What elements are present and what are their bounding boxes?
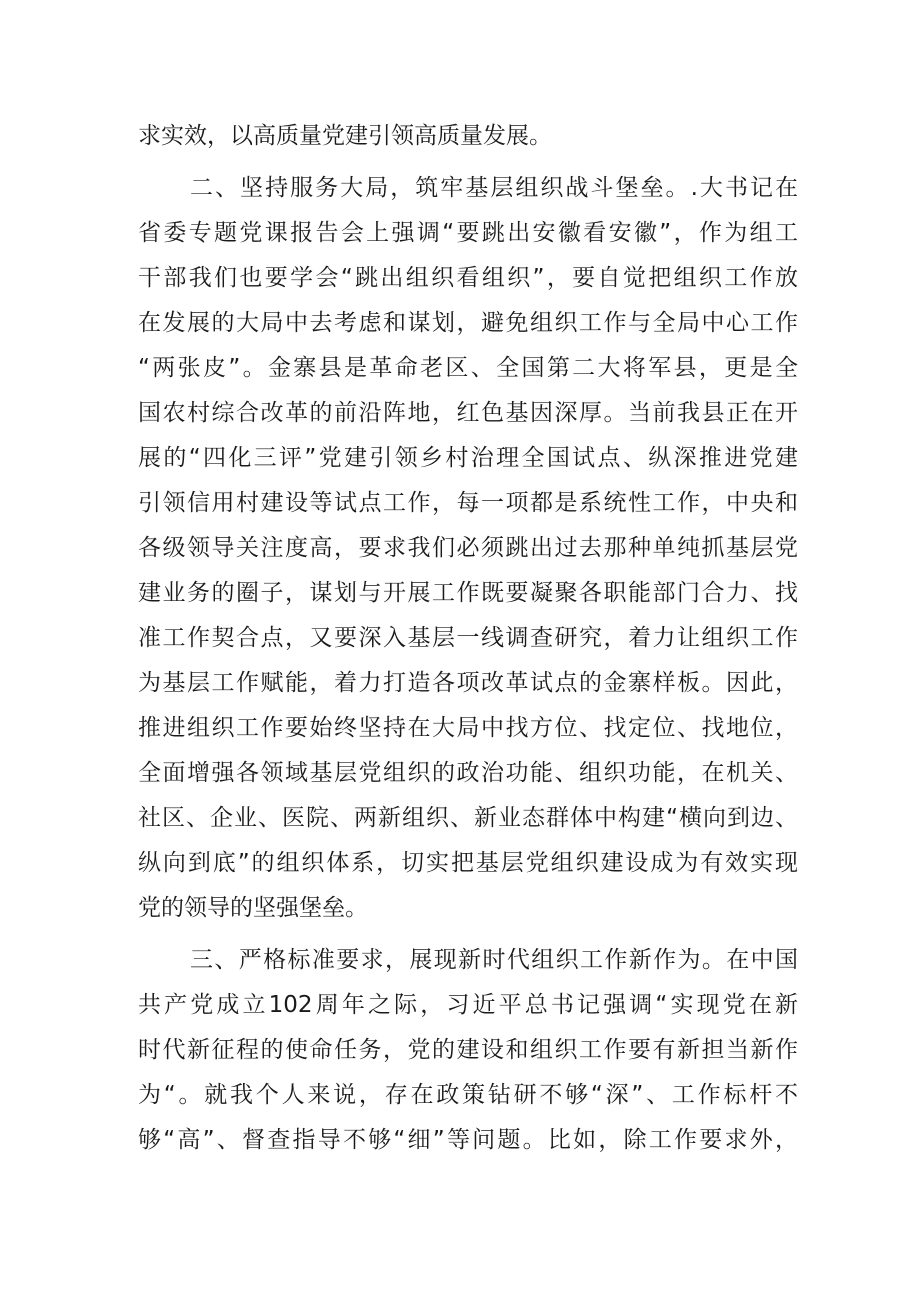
paragraph-2-line-12: 为基层工作赋能，着力打造各项改革试点的金寨样板。因此， — [138, 670, 798, 696]
paragraph-2-line-3: 干部我们也要学会“跳出组织看组织”，要自觉把组织工作放 — [138, 265, 798, 291]
paragraph-2-line-6: 国农村综合改革的前沿阵地，红色基因深厚。当前我县正在开 — [138, 400, 798, 426]
paragraph-3-line-4: 为“。就我个人来说，存在政策钻研不够“深”、工作标杆不 — [138, 1082, 798, 1108]
paragraph-2-line-4: 在发展的大局中去考虑和谋划，避免组织工作与全局中心工作 — [138, 310, 798, 336]
paragraph-3-line-5: 够“高”、督查指导不够“细”等问题。比如，除工作要求外， — [138, 1127, 798, 1153]
paragraph-1-line-1: 求实效，以高质量党建引领高质量发展。 — [138, 123, 552, 149]
paragraph-2-line-5: “两张皮”。金寨县是革命老区、全国第二大将军县，更是全 — [138, 355, 798, 381]
paragraph-2-line-15: 社区、企业、医院、两新组织、新业态群体中构建“横向到边、 — [138, 805, 798, 831]
paragraph-2-line-14: 全面增强各领域基层党组织的政治功能、组织功能，在机关、 — [138, 760, 798, 786]
paragraph-2-line-7: 展的“四化三评”党建引领乡村治理全国试点、纵深推进党建 — [138, 445, 798, 471]
paragraph-2-line-17: 党的领导的坚强堡垒。 — [138, 895, 368, 921]
paragraph-3-line-3: 时代新征程的使命任务，党的建设和组织工作要有新担当新作 — [138, 1037, 798, 1063]
paragraph-2-line-1: 二、坚持服务大局，筑牢基层组织战斗堡垒。.大书记在 — [190, 175, 798, 201]
paragraph-2-line-13: 推进组织工作要始终坚持在大局中找方位、找定位、找地位， — [138, 715, 798, 741]
paragraph-3-line-2: 共产党成立102周年之际，习近平总书记强调“实现党在新 — [138, 992, 798, 1018]
paragraph-2-line-9: 各级领导关注度高，要求我们必须跳出过去那种单纯抓基层党 — [138, 535, 798, 561]
paragraph-2-line-10: 建业务的圈子，谋划与开展工作既要凝聚各职能部门合力、找 — [138, 580, 798, 606]
paragraph-2-line-8: 引领信用村建设等试点工作，每一项都是系统性工作，中央和 — [138, 490, 798, 516]
paragraph-3-line-1: 三、严格标准要求，展现新时代组织工作新作为。在中国 — [190, 947, 798, 973]
paragraph-2-line-11: 准工作契合点，又要深入基层一线调查研究，着力让组织工作 — [138, 625, 798, 651]
paragraph-2-line-2: 省委专题党课报告会上强调“要跳出安徽看安徽”，作为组工 — [138, 220, 798, 246]
paragraph-2-line-16: 纵向到底”的组织体系，切实把基层党组织建设成为有效实现 — [138, 850, 798, 876]
